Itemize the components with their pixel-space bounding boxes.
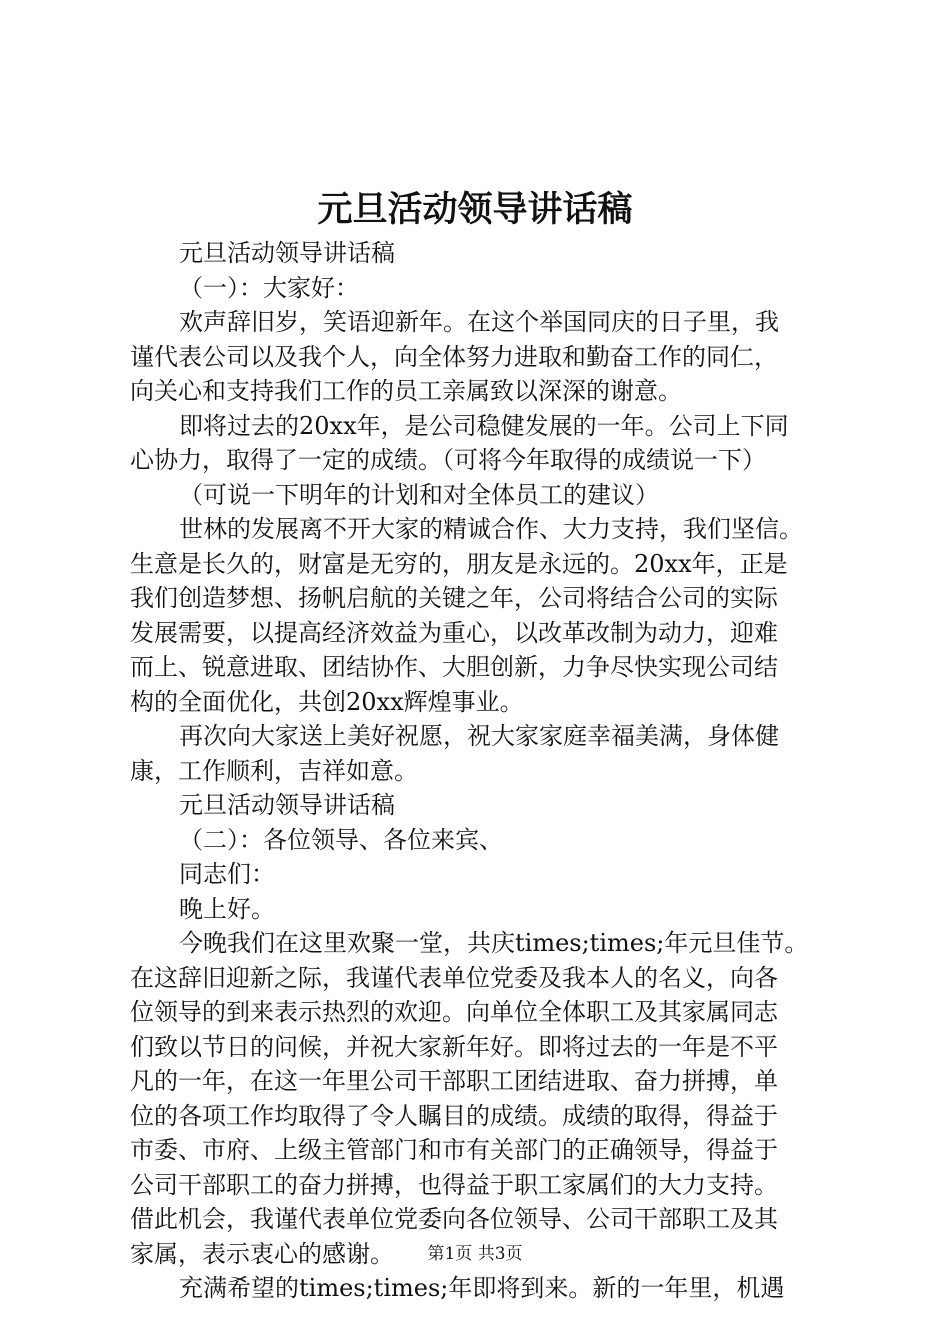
text-line: 心协力，取得了一定的成绩。（可将今年取得的成绩说一下） [130, 446, 766, 474]
text-line: 位的各项工作均取得了令人瞩目的成绩。成绩的取得，得益于 [130, 1101, 778, 1130]
text-line: 同志们： [179, 860, 275, 888]
text-line: 充满希望的times;times;年即将到来。新的一年里，机遇 [179, 1274, 785, 1302]
text-line: （可说一下明年的计划和对全体员工的建议） [179, 480, 659, 509]
text-line: 在这辞旧迎新之际，我谨代表单位党委及我本人的名义，向各 [130, 963, 778, 992]
text-line: 元旦活动领导讲话稿 [179, 239, 395, 267]
text-line: （一）：大家好： [179, 273, 359, 302]
document-title: 元旦活动领导讲话稿 [317, 189, 633, 230]
text-line: 世林的发展离不开大家的精诚合作、大力支持，我们坚信。 [179, 515, 803, 543]
text-line: 生意是长久的，财富是无穷的，朋友是永远的。20xx年，正是 [130, 549, 788, 578]
document-body [130, 236, 830, 1306]
text-line: 构的全面优化，共创20xx辉煌事业。 [130, 687, 524, 716]
text-line: 即将过去的20xx年，是公司稳健发展的一年。公司上下同 [179, 411, 789, 440]
text-line: 元旦活动领导讲话稿 [179, 791, 395, 819]
text-line: 借此机会，我谨代表单位党委向各位领导、公司干部职工及其 [130, 1205, 778, 1233]
text-line: 欢声辞旧岁，笑语迎新年。在这个举国同庆的日子里，我 [179, 308, 779, 336]
text-line: 位领导的到来表示热烈的欢迎。向单位全体职工及其家属同志 [130, 998, 778, 1026]
text-line: 凡的一年，在这一年里公司干部职工团结进取、奋力拼搏，单 [130, 1067, 778, 1095]
text-line: 我们创造梦想、扬帆启航的关键之年，公司将结合公司的实际 [130, 584, 778, 612]
text-line: 家属，表示衷心的感谢。 [130, 1239, 394, 1268]
text-line: 再次向大家送上美好祝愿，祝大家家庭幸福美满，身体健 [179, 722, 779, 750]
page-footer: 第1页 共3页 [427, 1244, 523, 1264]
text-line: （二）：各位领导、各位来宾、 [179, 825, 503, 854]
text-line: 而上、锐意进取、团结协作、大胆创新，力争尽快实现公司结 [130, 653, 778, 681]
text-line: 发展需要，以提高经济效益为重心，以改革改制为动力，迎难 [130, 618, 778, 647]
text-line: 晚上好。 [179, 894, 275, 923]
text-line: 市委、市府、上级主管部门和市有关部门的正确领导，得益于 [130, 1136, 778, 1164]
text-line: 们致以节日的问候，并祝大家新年好。即将过去的一年是不平 [130, 1032, 778, 1061]
text-line: 向关心和支持我们工作的员工亲属致以深深的谢意。 [130, 377, 682, 405]
text-line: 谨代表公司以及我个人，向全体努力进取和勤奋工作的同仁， [130, 342, 778, 371]
text-line: 公司干部职工的奋力拼搏，也得益于职工家属们的大力支持。 [130, 1170, 778, 1199]
text-line: 今晚我们在这里欢聚一堂，共庆times;times;年元旦佳节。 [179, 929, 809, 957]
text-line: 康，工作顺利，吉祥如意。 [130, 756, 418, 785]
